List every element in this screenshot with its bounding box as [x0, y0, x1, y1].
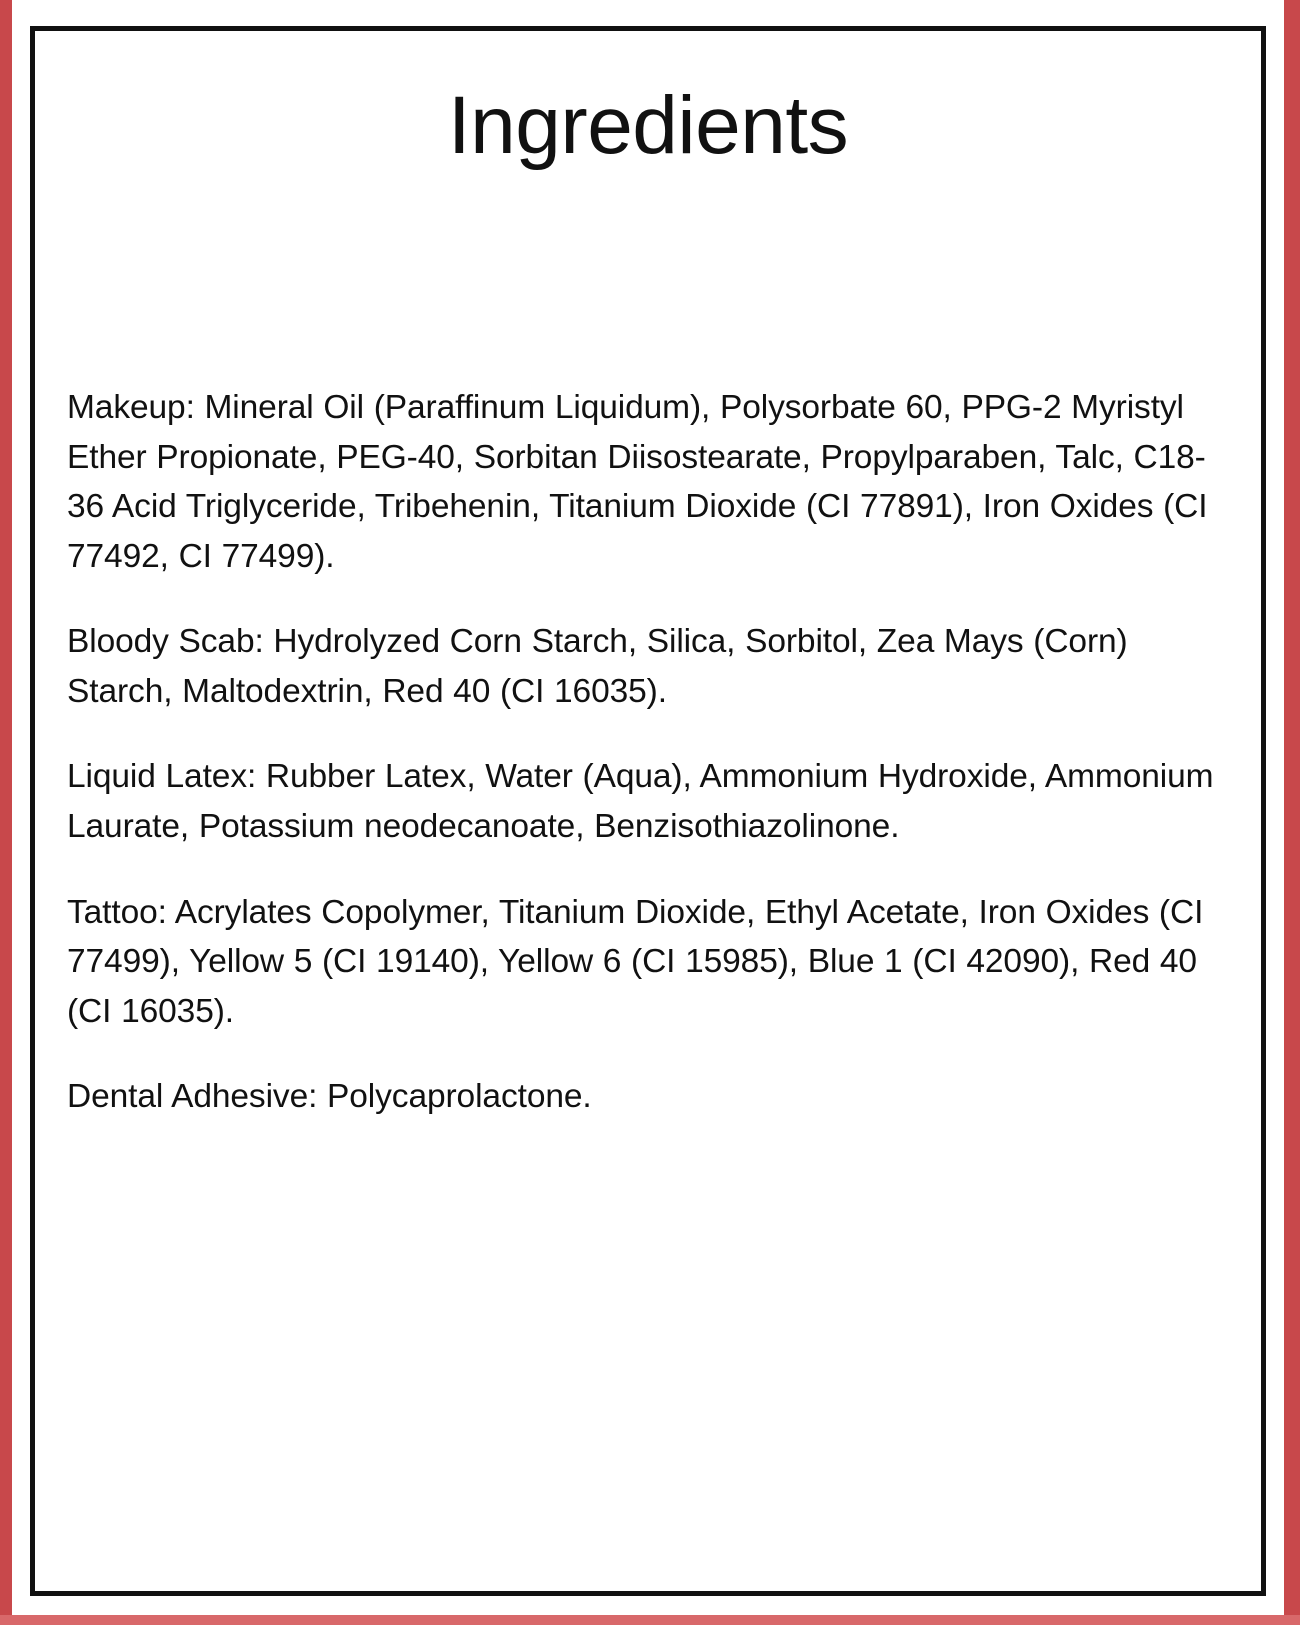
ingredients-paragraph-makeup: Makeup: Mineral Oil (Paraffinum Liquidum), Polysorbate 60, PPG-2 Myristyl Ether Propionate, PEG-40, Sorbitan Diisostearate, Propylparaben, Talc, C18-36 Acid Triglyceride, Tribehenin, Titanium Dioxide (CI 77891), Iron Oxides (CI 77492, CI 77499).: [67, 389, 1208, 575]
label-border-box: [30, 26, 1266, 1596]
ingredients-body: [53, 383, 1243, 1122]
left-accent-stripe: [0, 0, 12, 1625]
ingredients-paragraph-dental-adhesive: Dental Adhesive: Polycaprolactone.: [67, 1078, 592, 1116]
ingredients-paragraph-tattoo: Tattoo: Acrylates Copolymer, Titanium Dioxide, Ethyl Acetate, Iron Oxides (CI 77499), Yellow 5 (CI 19140), Yellow 6 (CI 15985), Blue 1 (CI 42090), Red 40 (CI 16035).: [67, 893, 1204, 1030]
page-title: Ingredients: [447, 80, 849, 171]
right-accent-stripe: [1284, 0, 1300, 1625]
ingredients-paragraph-bloody-scab: Bloody Scab: Hydrolyzed Corn Starch, Silica, Sorbitol, Zea Mays (Corn) Starch, Maltodextrin, Red 40 (CI 16035).: [67, 623, 1128, 710]
ingredients-paragraph-liquid-latex: Liquid Latex: Rubber Latex, Water (Aqua), Ammonium Hydroxide, Ammonium Laurate, Potassium neodecanoate, Benzisothiazolinone.: [67, 758, 1214, 846]
bottom-accent-stripe: [0, 1615, 1300, 1625]
